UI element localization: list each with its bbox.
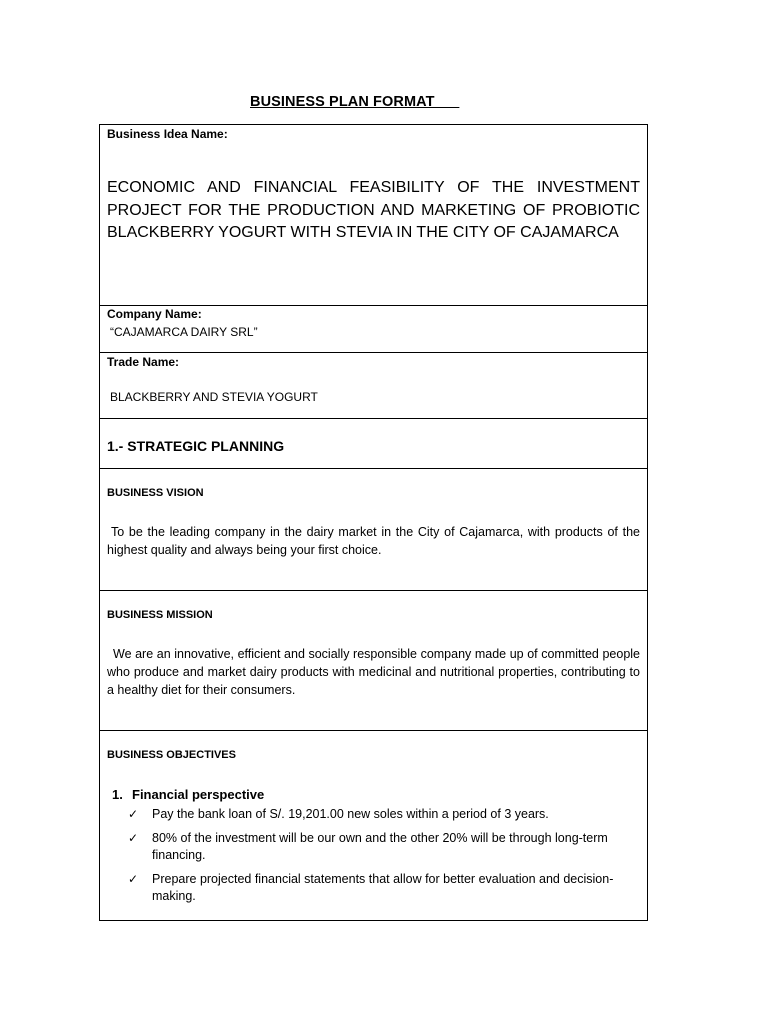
- business-vision-cell: [100, 469, 647, 591]
- objective-text: Prepare projected financial statements that allow for better evaluation and decision-making.: [152, 871, 614, 903]
- financial-perspective-heading: [112, 787, 264, 802]
- trade-name-cell: [100, 353, 647, 419]
- document-title: BUSINESS PLAN FORMAT: [250, 94, 460, 110]
- trade-name-label: Trade Name:: [107, 355, 180, 369]
- business-idea-cell: [100, 125, 647, 306]
- perspective-number: 1.: [112, 787, 123, 802]
- company-name-label: Company Name:: [107, 307, 202, 321]
- strategic-planning-heading: 1.- STRATEGIC PLANNING: [107, 438, 285, 454]
- trade-name-value: BLACKBERRY AND STEVIA YOGURT: [110, 390, 318, 404]
- checkmark-icon: ✓: [128, 871, 139, 886]
- objectives-list: [128, 806, 635, 912]
- perspective-title: Financial perspective: [132, 787, 265, 802]
- business-objectives-label: BUSINESS OBJECTIVES: [107, 749, 236, 761]
- objective-text: Pay the bank loan of S/. 19,201.00 new soles within a period of 3 years.: [152, 807, 549, 821]
- business-vision-label: BUSINESS VISION: [107, 487, 204, 499]
- list-item: [128, 830, 635, 865]
- business-mission-cell: [100, 591, 647, 731]
- business-idea-text: ECONOMIC AND FINANCIAL FEASIBILITY OF THE INVESTMENT PROJECT FOR THE PRODUCTION AND MARKETING OF PROBIOTIC BLACKBERRY YOGURT WITH STEVIA IN THE CITY OF CAJAMARCA: [107, 179, 640, 241]
- business-vision-text: To be the leading company in the dairy market in the City of Cajamarca, with products of the highest quality and always being your first choice.: [107, 525, 640, 557]
- list-item: [128, 871, 635, 906]
- business-objectives-cell: [100, 731, 647, 920]
- company-name-value: “CAJAMARCA DAIRY SRL”: [110, 325, 258, 339]
- business-idea-label: Business Idea Name:: [107, 127, 228, 141]
- list-item: [128, 806, 635, 824]
- checkmark-icon: ✓: [128, 830, 139, 845]
- business-mission-text: We are an innovative, efficient and socially responsible company made up of committed people who produce and market dairy products with medicinal and nutritional properties, contributing to a healthy diet for their consumers.: [107, 647, 640, 697]
- business-plan-table: [99, 124, 648, 921]
- business-mission-label: BUSINESS MISSION: [107, 609, 213, 621]
- checkmark-icon: ✓: [128, 807, 139, 821]
- objective-text: 80% of the investment will be our own and the other 20% will be through long-term financing.: [152, 830, 608, 862]
- strategic-planning-cell: [100, 419, 647, 469]
- company-name-cell: [100, 306, 647, 353]
